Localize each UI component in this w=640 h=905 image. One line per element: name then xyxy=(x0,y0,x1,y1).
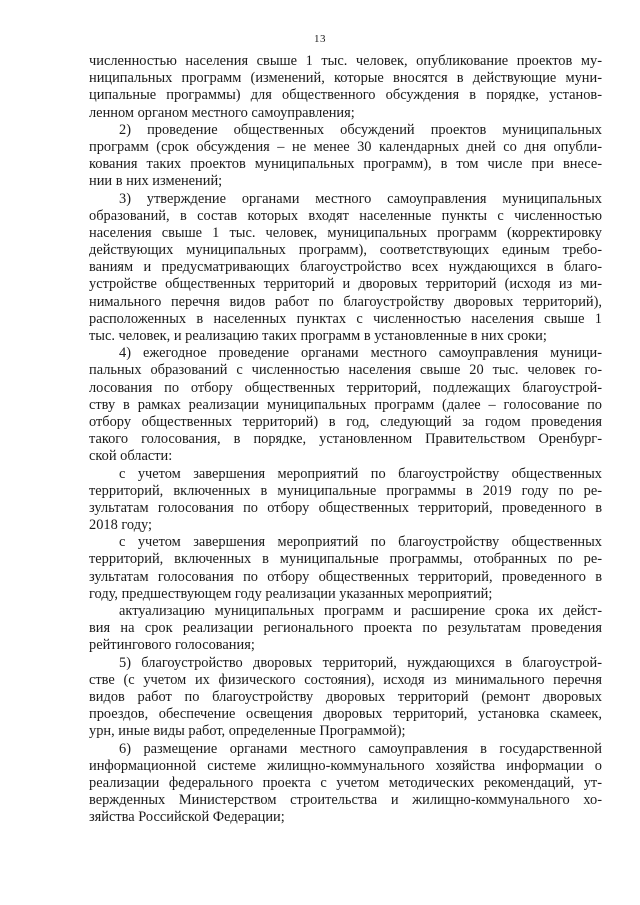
text-line: проездов, обеспечение освещения дворовых территорий, установка скамеек, xyxy=(89,706,602,723)
text-line: информационной системе жилищно-коммунального хозяйства информации о xyxy=(89,757,602,774)
text-line: ленном органом местного самоуправления; xyxy=(89,104,355,121)
text-line: урн, иные виды работ, определенные Программой); xyxy=(89,723,406,740)
text-line: программ (срок обсуждения – не менее 30 календарных дней со дня опубли- xyxy=(89,138,602,155)
paragraph-4-start: 4) ежегодное проведение органами местного самоуправления муници- xyxy=(119,345,602,362)
text-line: образований, в состав которых входят населенные пункты с численностью xyxy=(89,207,602,224)
text-line: территорий, включенных в муниципальные программы, отобранных по ре- xyxy=(89,551,602,568)
text-line: нимального перечня видов работ по благоустройству дворовых территорий), xyxy=(89,293,602,310)
paragraph-5-start: 5) благоустройство дворовых территорий, нуждающихся в благоустрой- xyxy=(119,654,602,671)
text-line: расположенных в населенных пунктах с численностью населения свыше 1 xyxy=(89,310,602,327)
text-line: видов работ по благоустройству дворовых территорий (ремонт дворовых xyxy=(89,688,602,705)
text-line: вия на срок реализации регионального проекта по результатам проведения xyxy=(89,620,602,637)
text-line: действующих муниципальных программ), соответствующих единым требо- xyxy=(89,242,602,259)
subparagraph-actualization-start: актуализацию муниципальных программ и расширение срока их дейст- xyxy=(119,603,602,619)
text-line: отбору общественных территорий) в год, следующий за годом проведения xyxy=(89,413,602,430)
text-line: нии в них изменений; xyxy=(89,173,223,190)
text-line: 2018 году; xyxy=(89,517,153,534)
text-line: ваниям и предусматривающих благоустройство всех нуждающихся в благо- xyxy=(89,259,602,276)
text-line: устройстве общественных территорий и дворовых территорий (исходя из ми- xyxy=(89,276,602,293)
paragraph-2-start: 2) проведение общественных обсуждений проектов муниципальных xyxy=(119,121,602,138)
text-line: населения свыше 1 тыс. человек, муниципальных программ (корректировку xyxy=(89,224,602,241)
subparagraph-prior-year-start: с учетом завершения мероприятий по благоустройству общественных xyxy=(119,534,602,551)
text-line: ципальные программы) для общественного обсуждения в порядке, установ- xyxy=(89,87,602,104)
text-line: году, предшествующем году реализации указанных мероприятий; xyxy=(89,585,493,602)
text-line: вержденных Министерством строительства и жилищно-коммунального хо- xyxy=(89,792,602,809)
subparagraph-2019-start: с учетом завершения мероприятий по благоустройству общественных xyxy=(119,465,602,482)
text-line: рейтингового голосования; xyxy=(89,637,255,654)
text-line: пальных образований с численностью населения свыше 20 тыс. человек го- xyxy=(89,362,602,379)
page-number: 13 xyxy=(314,33,326,45)
text-line: тыс. человек, и реализацию таких программ в установленные в них сроки; xyxy=(89,328,547,344)
text-line: зультатам голосования по отбору общественных территорий, проведенного в xyxy=(89,568,602,585)
document-body xyxy=(89,53,602,826)
text-line: зяйства Российской Федерации; xyxy=(89,809,285,826)
text-line: ской области: xyxy=(89,448,173,465)
text-line: зультатам голосования по отбору общественных территорий, проведенного в xyxy=(89,499,602,516)
text-line: территорий, включенных в муниципальные программы в 2019 году по ре- xyxy=(89,482,602,499)
paragraph-6-start: 6) размещение органами местного самоуправления в государственной xyxy=(119,740,602,757)
text-line: численностью населения свыше 1 тыс. человек, опубликование проектов му- xyxy=(89,53,602,69)
paragraph-3-start: 3) утверждение органами местного самоуправления муниципальных xyxy=(119,190,602,207)
text-line: стве (с учетом их физического состояния), исходя из минимального перечня xyxy=(89,671,602,688)
text-line: реализации федерального проекта с учетом методических рекомендаций, ут- xyxy=(89,774,602,791)
text-line: такого голосования, в порядке, установленном Правительством Оренбург- xyxy=(89,431,602,448)
text-line: лосования по отбору общественных территорий, подлежащих благоустрой- xyxy=(89,379,602,396)
text-line: ству в рамках реализации муниципальных программ (далее – голосование по xyxy=(89,396,602,413)
text-line: кования таких проектов муниципальных программ), в том числе при внесе- xyxy=(89,156,602,173)
text-line: ниципальных программ (изменений, которые вносятся в действующие муни- xyxy=(89,70,602,87)
